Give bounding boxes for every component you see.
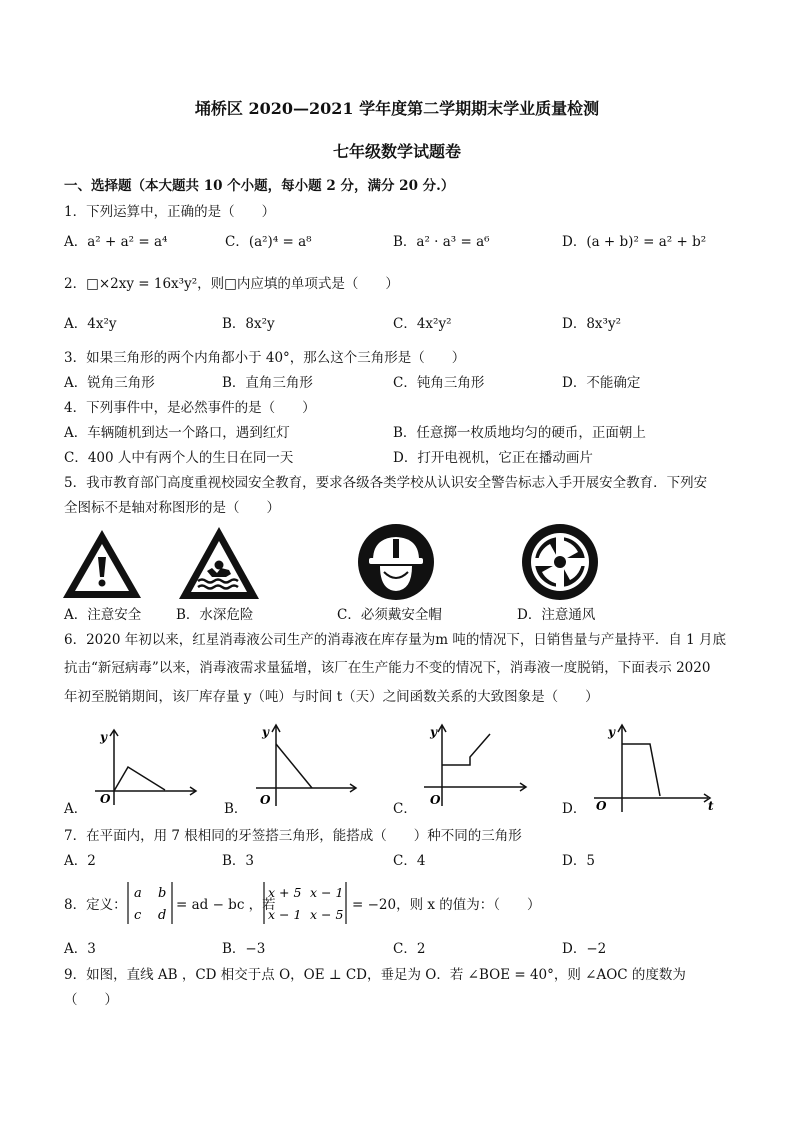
q8-problem-rhs: = −20，则 x 的值为：（ ） — [352, 897, 541, 913]
q6-graph-a — [90, 727, 200, 807]
q4-option-a: A．车辆随机到达一个路口，遇到红灯 — [64, 425, 290, 441]
q5-option-a: A．注意安全 — [64, 607, 142, 623]
matrix-cell: x + 5 — [268, 885, 302, 900]
q1-option-a: A．a² + a² = a⁴ — [64, 234, 168, 250]
page-title: 埇桥区 2020—2021 学年度第二学期期末学业质量检测 — [194, 99, 600, 118]
matrix-cell: x − 1 — [310, 885, 344, 900]
q1-option-d: D．(a + b)² = a² + b² — [562, 234, 707, 250]
matrix-cell: x − 1 — [268, 907, 302, 922]
q5-stem-line2: 全图标不是轴对称图形的是（ ） — [64, 500, 280, 516]
q2-option-b: B．8x²y — [222, 316, 275, 332]
q6-option-b: B． — [224, 801, 248, 817]
axis-y-label: y — [100, 730, 107, 744]
q4-option-d: D．打开电视机，它正在播动画片 — [393, 450, 593, 466]
q7-option-b: B．3 — [222, 853, 255, 869]
ventilation-icon — [520, 522, 600, 602]
q7-option-d: D．5 — [562, 853, 595, 869]
q5-stem-line1: 5．我市教育部门高度重视校园安全教育，要求各级各类学校从认识安全警告标志入手开展安全教育．下列安 — [64, 475, 708, 491]
q4-option-b: B．任意掷一枚质地均匀的硬币，正面朝上 — [393, 425, 646, 441]
q8-option-a: A．3 — [64, 941, 96, 957]
matrix-cell: x − 5 — [310, 907, 344, 922]
origin-label: O — [260, 793, 271, 807]
matrix-cell: d — [158, 908, 167, 923]
q2-option-d: D．8x³y² — [562, 316, 621, 332]
q2-option-c: C．4x²y² — [393, 316, 452, 332]
q3-option-c: C．钝角三角形 — [393, 375, 485, 391]
q3-stem: 3．如果三角形的两个内角都小于 40°，那么这个三角形是（ ） — [64, 350, 466, 366]
q8-determinant-problem — [262, 880, 348, 926]
q8-prefix: 8．定义： — [64, 897, 127, 913]
q2-option-a: A．4x²y — [64, 316, 117, 332]
origin-label: O — [430, 793, 441, 807]
origin-label: O — [596, 799, 607, 813]
q6-stem-line1: 6．2020 年初以来，红星消毒液公司生产的消毒液在库存量为m 吨的情况下，日销售量与产量持平．自 1 月底 — [64, 632, 726, 648]
q2-stem: 2．□×2xy = 16x³y²，则□内应填的单项式是（ ） — [64, 276, 399, 292]
q1-option-c: C．(a²)⁴ = a⁸ — [225, 234, 312, 250]
axis-y-label: y — [262, 725, 269, 739]
q9-stem-line1: 9．如图，直线 AB ，CD 相交于点 O，OE ⊥ CD，垂足为 O．若 ∠BOE = 40°，则 ∠AOC 的度数为 — [64, 967, 686, 983]
q8-definition-rhs: = ad − bc ，若 — [176, 897, 276, 913]
origin-label: O — [100, 792, 111, 806]
axis-t-label: t — [708, 799, 714, 813]
q4-option-c: C．400 人中有两个人的生日在同一天 — [64, 450, 294, 466]
q6-graph-d — [590, 722, 722, 814]
section-heading: 一、选择题（本大题共 10 个小题，每小题 2 分，满分 20 分.） — [64, 178, 455, 194]
q3-option-b: B．直角三角形 — [222, 375, 313, 391]
q7-option-a: A．2 — [64, 853, 96, 869]
q5-option-b: B．水深危险 — [176, 607, 254, 623]
q3-option-d: D．不能确定 — [562, 375, 641, 391]
q6-option-c: C． — [393, 801, 417, 817]
matrix-cell: a — [134, 886, 142, 901]
helmet-required-icon — [356, 522, 436, 602]
q3-option-a: A．锐角三角形 — [64, 375, 155, 391]
axis-y-label: y — [430, 725, 437, 739]
page-subtitle: 七年级数学试题卷 — [332, 142, 461, 161]
q6-stem-line3: 年初至脱销期间，该厂库存量 y（吨）与时间 t（天）之间函数关系的大致图象是（ ） — [64, 689, 599, 705]
q7-stem: 7．在平面内，用 7 根相同的牙签搭三角形，能搭成（ ）种不同的三角形 — [64, 828, 522, 844]
q1-option-b: B．a² · a³ = a⁶ — [393, 234, 490, 250]
q9-stem-line2: （ ） — [64, 992, 118, 1008]
q8-option-d: D．−2 — [562, 941, 607, 957]
matrix-cell: c — [134, 908, 142, 923]
q6-option-a: A． — [64, 801, 88, 817]
q6-stem-line2: 抗击“新冠病毒”以来，消毒液需求量猛增，该厂在生产能力不变的情况下，消毒液一度脱销，下面表示 2020 — [64, 660, 711, 676]
warning-exclamation-icon — [60, 527, 144, 601]
q5-option-d: D．注意通风 — [517, 607, 596, 623]
q1-stem: 1．下列运算中，正确的是（ ） — [64, 204, 276, 220]
q6-graph-b — [250, 722, 360, 808]
q8-determinant-definition — [126, 880, 174, 926]
matrix-cell: b — [158, 886, 167, 901]
axis-y-label: y — [608, 725, 615, 739]
q5-option-c: C．必须戴安全帽 — [337, 607, 442, 623]
q6-graph-c — [420, 722, 530, 808]
q6-option-d: D． — [562, 801, 587, 817]
q7-option-c: C．4 — [393, 853, 426, 869]
deep-water-warning-icon — [176, 524, 262, 602]
q8-option-b: B．−3 — [222, 941, 266, 957]
q4-stem: 4．下列事件中，是必然事件的是（ ） — [64, 400, 316, 416]
q8-option-c: C．2 — [393, 941, 426, 957]
